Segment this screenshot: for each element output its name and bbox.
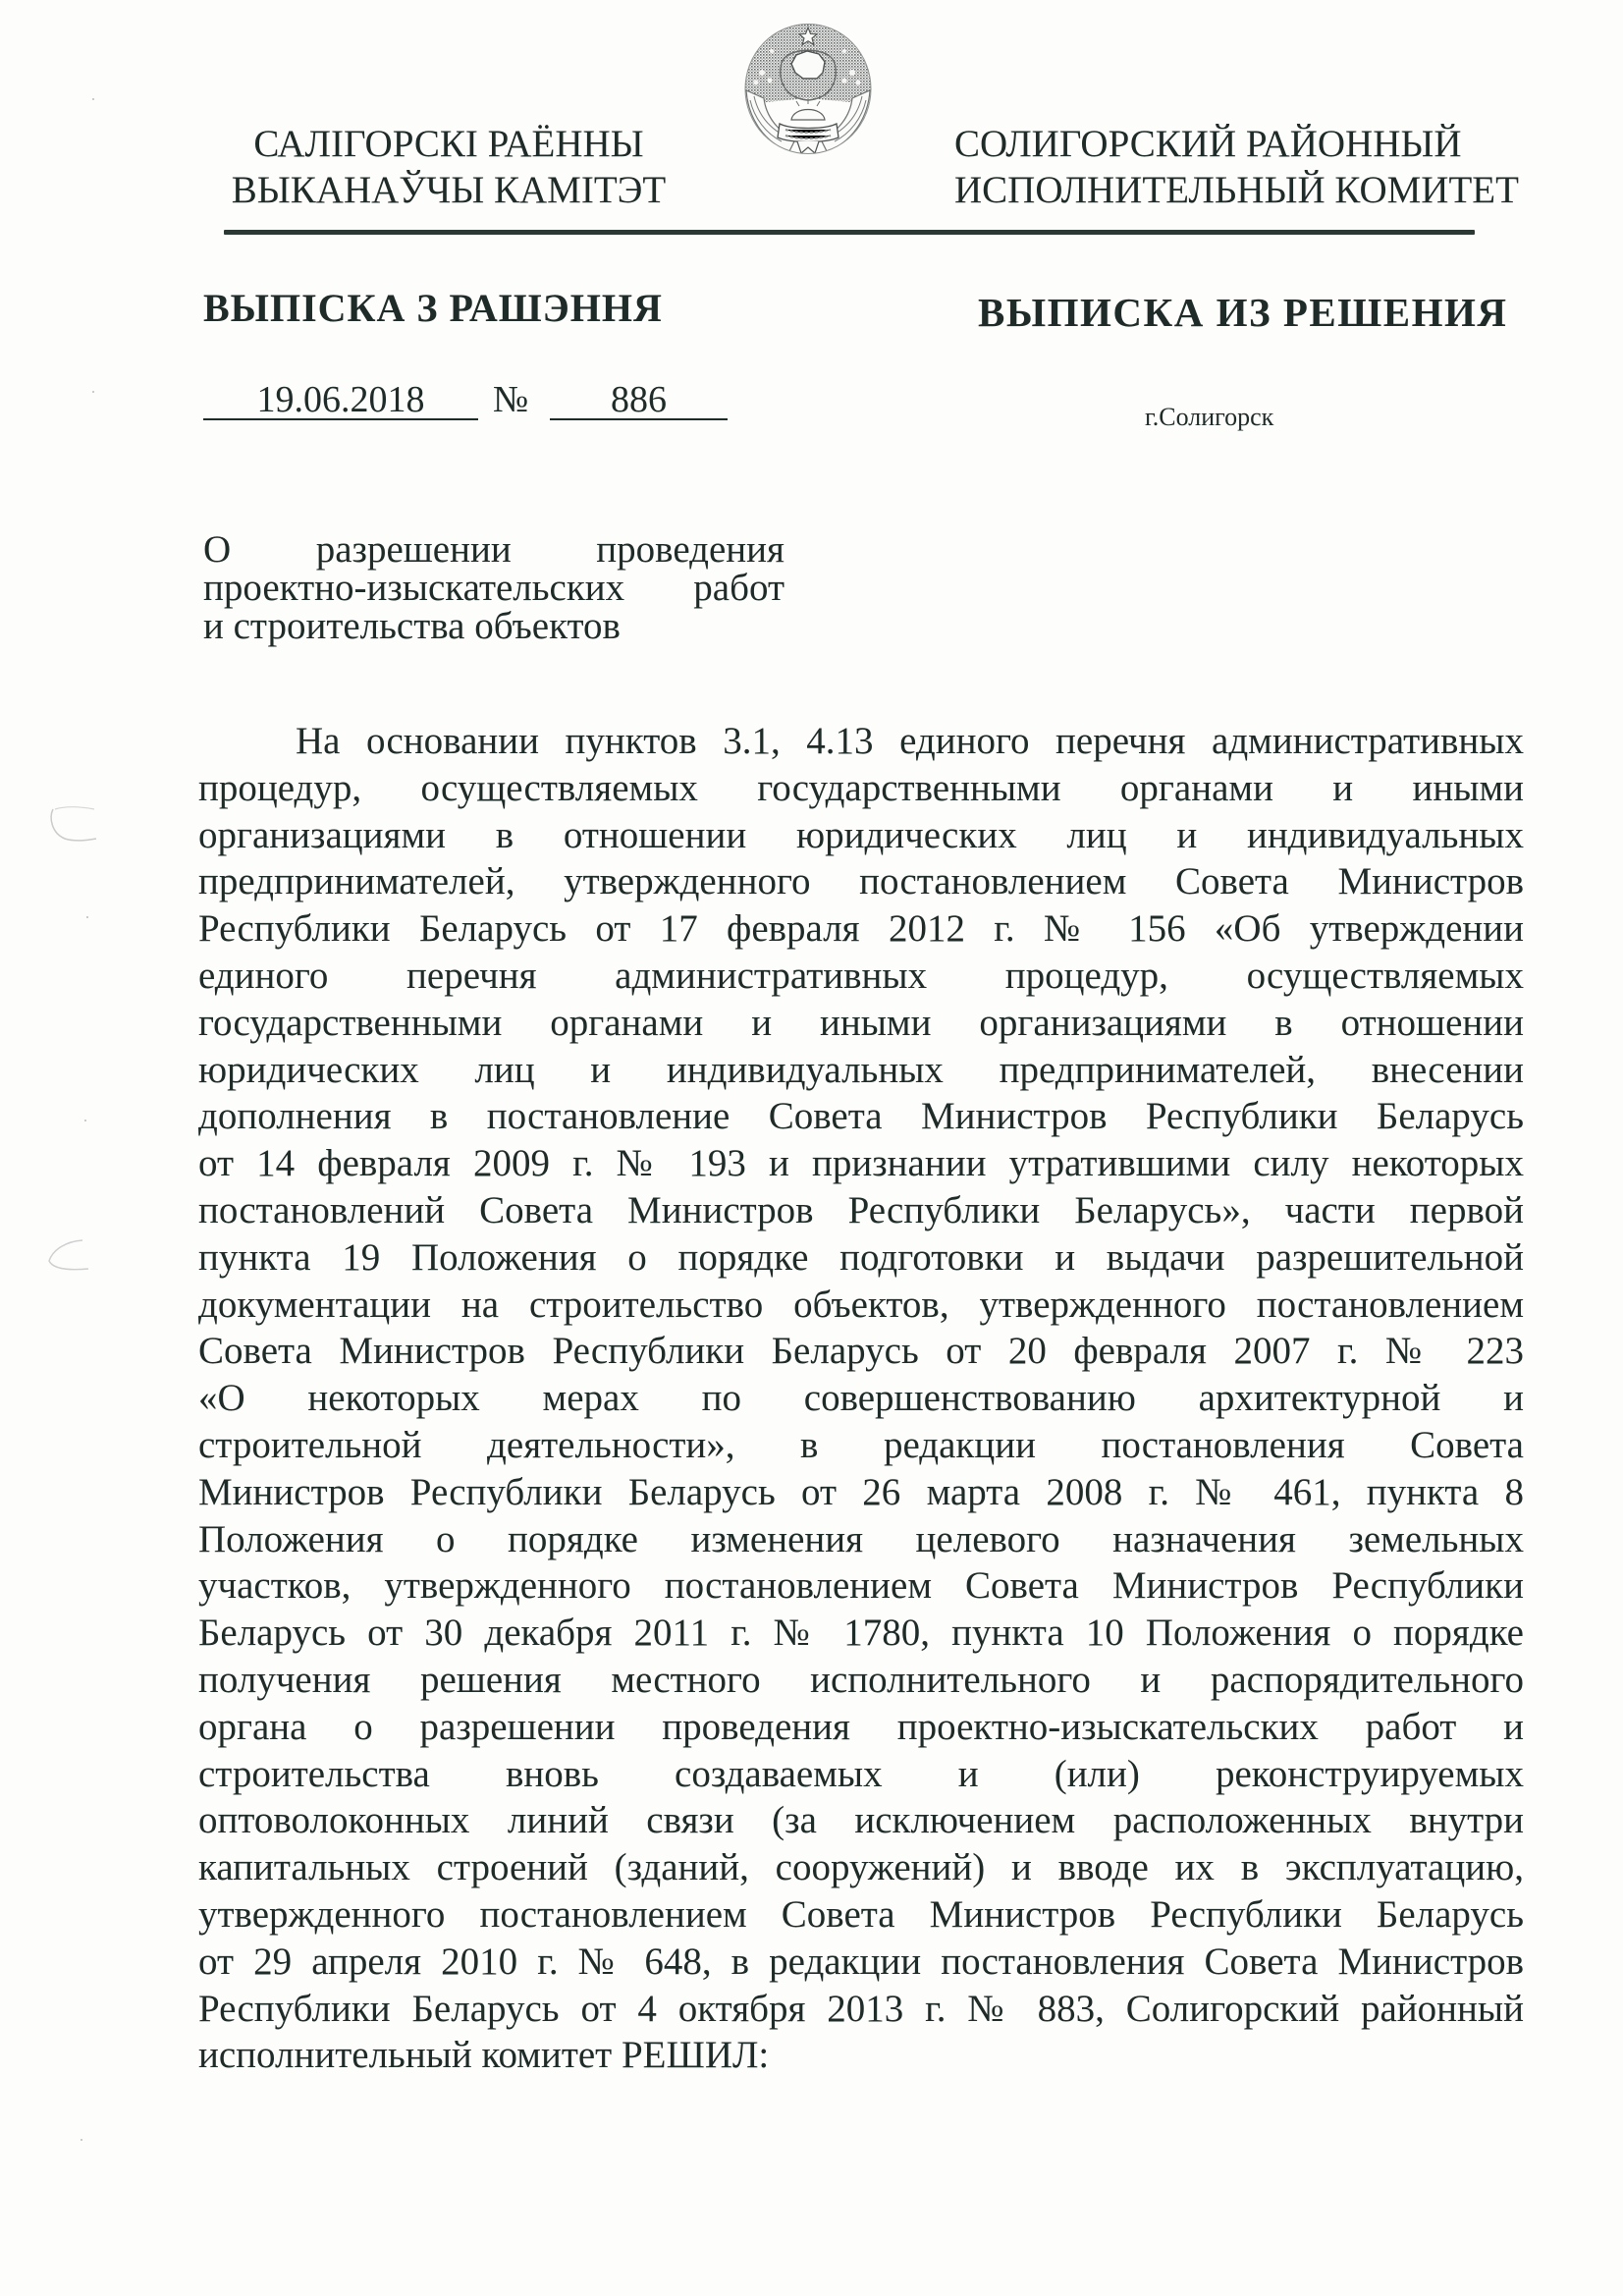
body-line: строительной деятельности», в редакции постановления Совета <box>198 1423 1524 1466</box>
body-line: от 29 апреля 2010 г. № 648, в редакции постановления Совета Министров <box>198 1940 1524 1983</box>
number-sign: № <box>493 379 529 420</box>
scan-artifact-arc <box>43 1237 102 1277</box>
subject-line: проектно-изыскательских работ <box>203 567 784 609</box>
body-line: «О некоторых мерах по совершенствованию архитектурной и <box>198 1377 1524 1420</box>
body-line: Положения о порядке изменения целевого назначения земельных <box>198 1517 1524 1560</box>
decision-subject <box>203 530 784 645</box>
body-line: получения решения местного исполнительного и распорядительного <box>198 1658 1524 1701</box>
body-line: органа о разрешении проведения проектно-изыскательских работ и <box>198 1705 1524 1748</box>
scan-speck <box>84 1120 86 1121</box>
org-name-belarusian <box>223 121 675 213</box>
body-line: дополнения в постановление Совета Министров Республики Беларусь <box>198 1095 1524 1138</box>
body-line: процедур, осуществляемых государственными органами и иными <box>198 766 1524 809</box>
org-name-russian-line-1: СОЛИГОРСКИЙ РАЙОННЫЙ <box>954 123 1462 165</box>
doc-type-russian: ВЫПИСКА ИЗ РЕШЕНИЯ <box>978 290 1508 335</box>
body-line: предпринимателей, утвержденного постановлением Совета Министров <box>198 860 1524 903</box>
decision-number: 886 <box>550 378 728 420</box>
body-line: от 14 февраля 2009 г. № 193 и признании утратившими силу некоторых <box>198 1142 1524 1185</box>
scan-speck <box>86 916 88 918</box>
body-line: Республики Беларусь от 4 октября 2013 г. № 883, Солигорский районный <box>198 1987 1524 2030</box>
body-line: Министров Республики Беларусь от 26 марта 2008 г. № 461, пункта 8 <box>198 1470 1524 1513</box>
subject-line: и строительства объектов <box>203 605 621 647</box>
body-line: участков, утвержденного постановлением Совета Министров Республики <box>198 1564 1524 1608</box>
org-name-russian <box>954 121 1519 213</box>
body-line: исполнительный комитет РЕШИЛ: <box>198 2034 770 2077</box>
state-emblem-icon <box>742 22 874 156</box>
body-line: оптоволоконных линий связи (за исключением расположенных внутри <box>198 1799 1524 1842</box>
body-line: строительства вновь создаваемых и (или) реконструируемых <box>198 1752 1524 1795</box>
doc-type-belarusian: ВЫПІСКА З РАШЭННЯ <box>203 286 663 330</box>
letterhead-divider <box>224 230 1475 235</box>
org-name-belarusian-line-1: САЛІГОРСКІ РАЁННЫ <box>253 123 644 165</box>
scan-speck <box>92 391 94 393</box>
body-line: единого перечня административных процедур, осуществляемых <box>198 954 1524 997</box>
org-name-russian-line-2: ИСПОЛНИТЕЛЬНЫЙ КОМИТЕТ <box>954 169 1519 211</box>
body-line: Совета Министров Республики Беларусь от 20 февраля 2007 г. № 223 <box>198 1330 1524 1373</box>
body-line: утвержденного постановлением Совета Министров Республики Беларусь <box>198 1892 1524 1936</box>
body-line: пункта 19 Положения о порядке подготовки и выдачи разрешительной <box>198 1235 1524 1279</box>
place-of-issue: г.Солигорск <box>1145 403 1274 431</box>
body-line: Беларусь от 30 декабря 2011 г. № 1780, пункта 10 Положения о порядке <box>198 1612 1524 1655</box>
org-name-belarusian-line-2: ВЫКАНАЎЧЫ КАМІТЭТ <box>231 169 667 211</box>
body-line: постановлений Совета Министров Республики Беларусь», части первой <box>198 1188 1524 1231</box>
body-line: государственными органами и иными организациями в отношении <box>198 1001 1524 1044</box>
body-line: документации на строительство объектов, утвержденного постановлением <box>198 1283 1524 1326</box>
scan-speck <box>92 98 94 100</box>
subject-line: О разрешении проведения <box>203 528 784 571</box>
body-line: Республики Беларусь от 17 февраля 2012 г. № 156 «Об утверждении <box>198 907 1524 951</box>
body-line: капитальных строений (зданий, сооружений) и вводе их в эксплуатацию, <box>198 1846 1524 1889</box>
decision-body <box>198 718 1524 2079</box>
scan-artifact-arc <box>45 805 104 845</box>
scan-speck <box>81 2139 82 2141</box>
decision-date: 19.06.2018 <box>203 378 478 420</box>
body-line: юридических лиц и индивидуальных предпринимателей, внесении <box>198 1048 1524 1091</box>
body-line: На основании пунктов 3.1, 4.13 единого перечня административных <box>296 720 1524 762</box>
body-line: организациями в отношении юридических лиц и индивидуальных <box>198 813 1524 856</box>
